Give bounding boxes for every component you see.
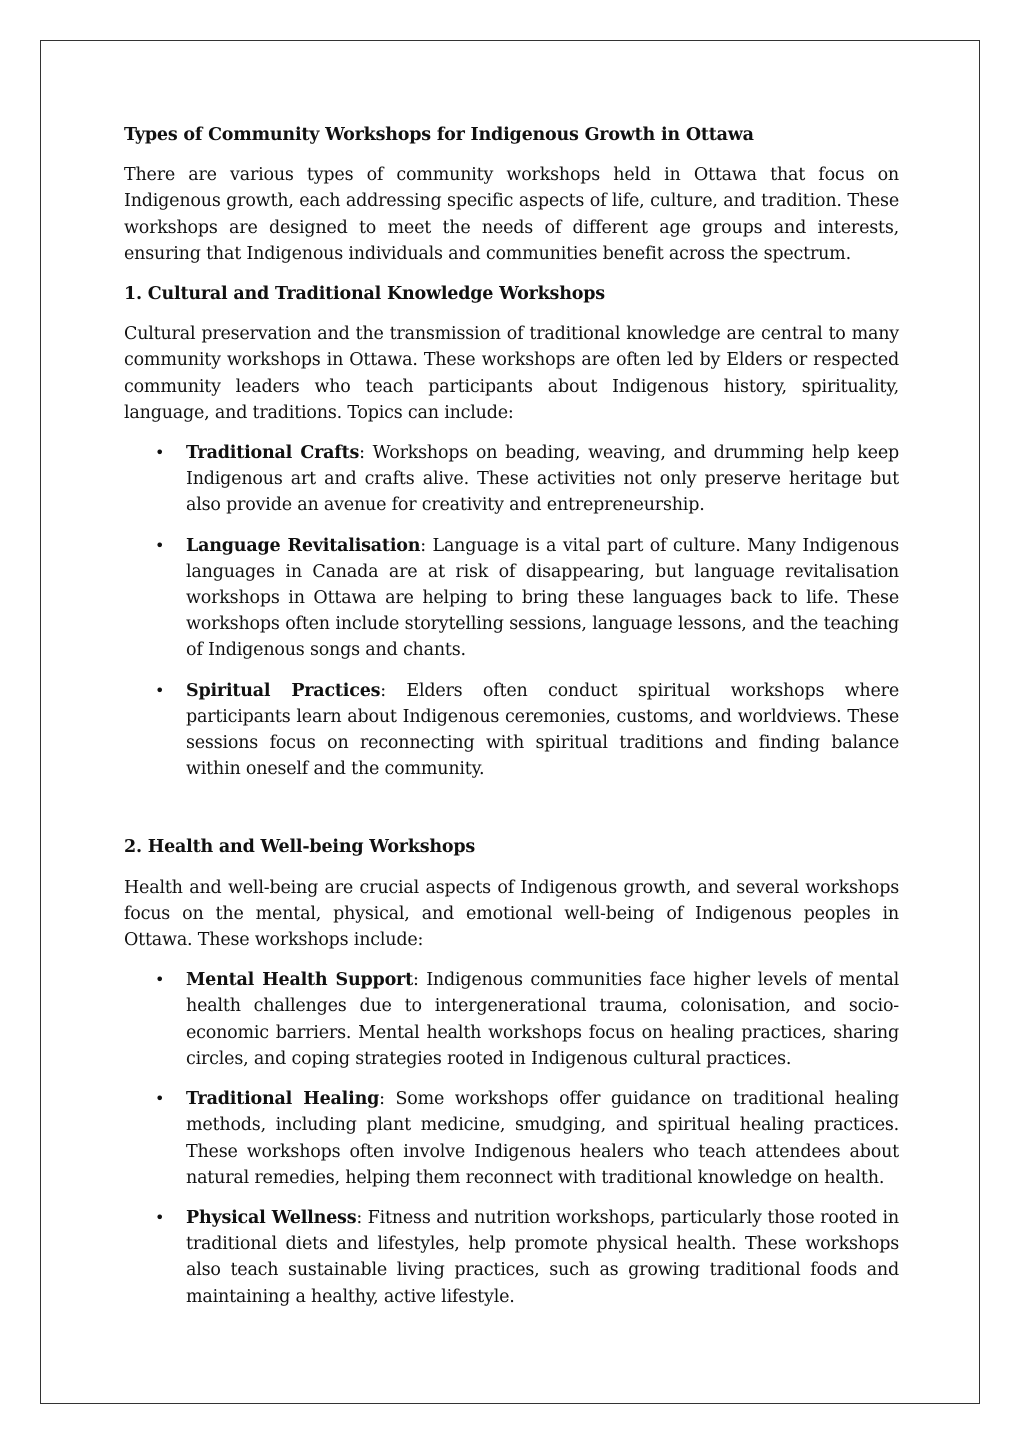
list-item-term: Spiritual Practices: [186, 680, 381, 701]
bullet-icon: •: [155, 680, 165, 700]
section-heading-health: 2. Health and Well-being Workshops: [124, 837, 476, 858]
section-intro-health: Health and well-being are crucial aspects of Indigenous growth, and several workshops focus on the mental, physical, and emotional well-being of Indigenous peoples in Ottawa. These workshops include:: [124, 877, 899, 951]
list-item-term: Mental Health Support: [186, 970, 413, 991]
list-item-text: : Some workshops offer guidance on traditional healing methods, including plant medicine, smudging, and spiritual healing practices. These workshops often involve Indigenous healers who teach attendees about natural remedies, helping them reconnect with traditional knowledge on health.: [186, 1089, 899, 1188]
document-body: [124, 122, 899, 1324]
cultural-list: [124, 440, 899, 782]
section-spacer: [124, 796, 899, 834]
bullet-icon: •: [155, 970, 165, 990]
list-item: [124, 1086, 899, 1191]
bullet-icon: •: [155, 1207, 165, 1227]
section-intro-cultural: Cultural preservation and the transmission of traditional knowledge are central to many community workshops in Ottawa. These workshops are often led by Elders or respected community leaders who teach participants about Indigenous history, spirituality, language, and traditions. Topics can include:: [124, 324, 899, 423]
list-item-term: Physical Wellness: [186, 1207, 357, 1228]
health-list: [124, 967, 899, 1309]
list-item: [124, 678, 899, 783]
list-item: [124, 1205, 899, 1310]
list-item-text: : Fitness and nutrition workshops, particularly those rooted in traditional diets and lifestyles, help promote physical health. These workshops also teach sustainable living practices, such as growing traditional foods and maintaining a healthy, active lifestyle.: [186, 1207, 899, 1307]
list-item-term: Traditional Crafts: [186, 443, 360, 464]
list-item-term: Language Revitalisation: [186, 535, 421, 556]
list-item: [124, 533, 899, 664]
page-title: Types of Community Workshops for Indigenous Growth in Ottawa: [124, 125, 754, 145]
list-item-text: : Indigenous communities face higher levels of mental health challenges due to intergenerational trauma, colonisation, and socio-economic barriers. Mental health workshops focus on healing practices, sharing circles, and coping strategies rooted in Indigenous cultural practices.: [186, 970, 899, 1069]
list-item-text: : Workshops on beading, weaving, and drumming help keep Indigenous art and crafts alive. These activities not only preserve heritage but also provide an avenue for creativity and entrepreneurship.: [186, 443, 899, 516]
section-heading-cultural: 1. Cultural and Traditional Knowledge Workshops: [124, 284, 605, 305]
bullet-icon: •: [155, 443, 165, 463]
bullet-icon: •: [155, 1089, 165, 1109]
bullet-icon: •: [155, 535, 165, 555]
list-item-text: : Elders often conduct spiritual workshops where participants learn about Indigenous ceremonies, customs, and worldviews. These sessions focus on reconnecting with spiritual traditions and finding balance within oneself and the community.: [186, 680, 899, 780]
list-item-term: Traditional Healing: [186, 1089, 380, 1110]
intro-paragraph: There are various types of community workshops held in Ottawa that focus on Indigenous growth, each addressing specific aspects of life, culture, and tradition. These workshops are designed to meet the needs of different age groups and interests, ensuring that Indigenous individuals and communities benefit across the spectrum.: [124, 165, 899, 264]
list-item: [124, 967, 899, 1072]
list-item-text: : Language is a vital part of culture. Many Indigenous languages in Canada are at risk of disappearing, but language revitalisation workshops in Ottawa are helping to bring these languages back to life. These workshops often include storytelling sessions, language lessons, and the teaching of Indigenous songs and chants.: [186, 535, 900, 661]
list-item: [124, 440, 899, 519]
